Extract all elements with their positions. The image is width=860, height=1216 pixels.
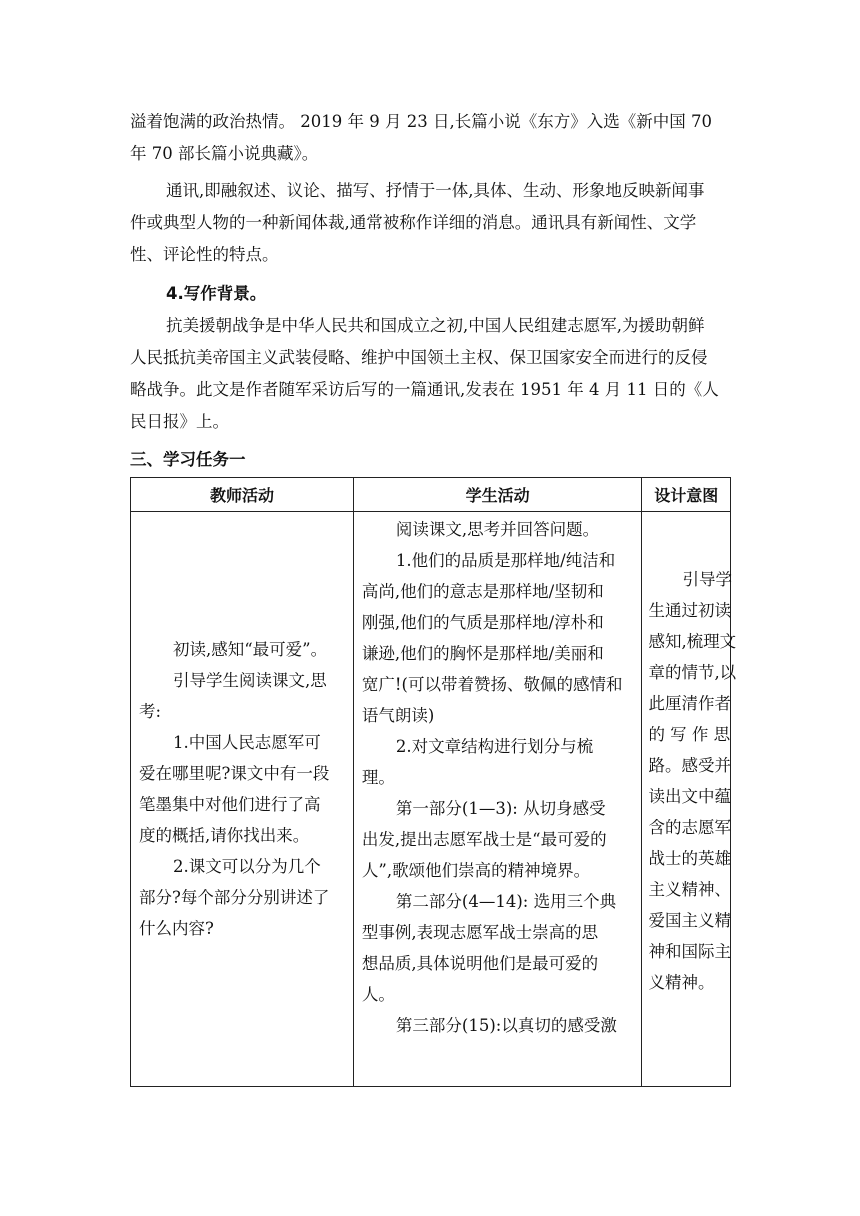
cell-line: 爱在哪里呢?课文中有一段	[139, 764, 330, 783]
cell-line: 度的概括,请你找出来。	[139, 826, 310, 845]
text-line: 略战争。此文是作者随军采访后写的一篇通讯,发表在 1951 年 4 月 11 日的《人	[130, 380, 719, 399]
design-intent-cell	[642, 512, 737, 1087]
cell-line: 引导学	[682, 570, 732, 589]
header-student-activity: 学生活动	[353, 478, 642, 512]
cell-line: 笔墨集中对他们进行了高	[139, 795, 321, 814]
text-line: 抗美援朝战争是中华人民共和国成立之初,中国人民组建志愿军,为援助朝鲜	[166, 316, 705, 335]
cell-line: 1.他们的品质是那样地/纯洁和	[395, 551, 616, 570]
cell-line: 感知,梳理文	[648, 632, 737, 651]
section-heading: 三、学习任务一	[130, 450, 246, 469]
cell-line: 的 写 作 思	[648, 725, 731, 744]
text-line: 件或典型人物的一种新闻体裁,通常被称作详细的消息。通讯具有新闻性、文学	[130, 213, 697, 232]
cell-line: 此厘清作者	[648, 694, 731, 713]
cell-line: 爱国主义精	[648, 911, 731, 930]
cell-line: 2.对文章结构进行划分与梳	[395, 737, 594, 756]
cell-line: 含的志愿军	[648, 818, 731, 837]
cell-line: 宽广!(可以带着赞扬、敬佩的感情和	[361, 675, 623, 694]
cell-line: 1.中国人民志愿军可	[173, 733, 321, 752]
learning-task-table	[130, 477, 737, 1087]
cell-line: 义精神。	[648, 973, 715, 992]
cell-line: 战士的英雄	[648, 849, 731, 868]
cell-line: 型事例,表现志愿军战士崇高的思	[361, 923, 599, 942]
table-row	[131, 512, 731, 1087]
cell-line: 第二部分(4—14): 选用三个典	[395, 892, 617, 911]
cell-line: 刚强,他们的气质是那样地/淳朴和	[361, 613, 604, 632]
header-design-intent: 设计意图	[642, 478, 731, 512]
teacher-activity-cell	[131, 512, 354, 1087]
writing-background-heading: 4.写作背景。	[166, 284, 267, 303]
text-line: 民日报》上。	[130, 412, 229, 431]
text-line: 性、评论性的特点。	[130, 245, 279, 264]
cell-line: 什么内容?	[139, 919, 214, 938]
text-line: 溢着饱满的政治热情。 2019 年 9 月 23 日,长篇小说《东方》入选《新中国 70	[130, 112, 712, 131]
text-line: 通讯,即融叙述、议论、描写、抒情于一体,具体、生动、形象地反映新闻事	[166, 181, 705, 200]
cell-line: 2.课文可以分为几个	[173, 857, 321, 876]
cell-line: 初读,感知“最可爱”。	[173, 640, 328, 659]
cell-line: 谦逊,他们的胸怀是那样地/美丽和	[361, 644, 604, 663]
cell-line: 人。	[361, 985, 395, 1004]
cell-line: 引导学生阅读课文,思	[173, 671, 327, 690]
table-header-row	[131, 478, 731, 512]
paragraph-writing-background	[130, 310, 730, 438]
cell-line: 语气朗读)	[361, 706, 435, 725]
cell-line: 读出文中蕴	[648, 787, 731, 806]
cell-line: 出发,提出志愿军战士是“最可爱的	[361, 830, 607, 849]
header-teacher-activity: 教师活动	[131, 478, 354, 512]
cell-line: 路。感受并	[648, 756, 731, 775]
cell-line: 理。	[361, 768, 395, 787]
cell-line: 神和国际主	[648, 942, 731, 961]
student-activity-text	[362, 514, 624, 1041]
teacher-activity-text	[139, 634, 339, 944]
cell-line: 考:	[139, 702, 162, 721]
cell-line: 高尚,他们的意志是那样地/坚韧和	[361, 582, 604, 601]
student-activity-cell	[353, 512, 642, 1087]
paragraph-tongxun-definition	[130, 175, 730, 271]
cell-line: 生通过初读	[648, 601, 731, 620]
text-line: 年 70 部长篇小说典藏》。	[130, 144, 319, 163]
cell-line: 章的情节,以	[648, 663, 737, 682]
cell-line: 第一部分(1—3): 从切身感受	[395, 799, 606, 818]
paragraph-author-intro-end	[130, 106, 730, 170]
cell-line: 阅读课文,思考并回答问题。	[395, 520, 600, 539]
design-intent-text	[648, 564, 737, 998]
cell-line: 部分?每个部分分别讲述了	[139, 888, 330, 907]
cell-line: 主义精神、	[648, 880, 731, 899]
cell-line: 第三部分(15):以真切的感受激	[395, 1016, 617, 1035]
text-line: 人民抵抗美帝国主义武装侵略、维护中国领土主权、保卫国家安全而进行的反侵	[130, 348, 708, 367]
cell-line: 想品质,具体说明他们是最可爱的	[361, 954, 599, 973]
cell-line: 人”,歌颂他们崇高的精神境界。	[361, 861, 591, 880]
